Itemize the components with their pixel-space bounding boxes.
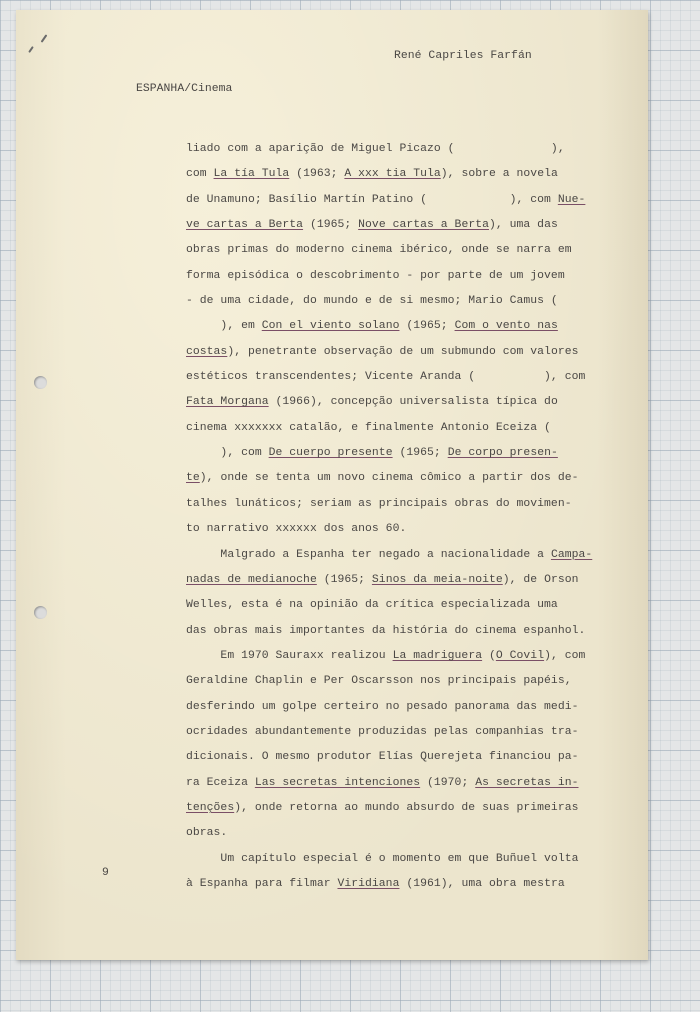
- text-line: [186, 238, 606, 263]
- text-segment: ), com: [544, 649, 586, 662]
- body-text: [186, 137, 606, 897]
- underlined-title: La madriguera: [392, 649, 483, 662]
- text-segment: Welles, esta é na opinião da crítica especializada uma: [186, 599, 558, 612]
- text-line: [186, 137, 606, 162]
- text-line: [186, 619, 606, 644]
- text-segment: à Espanha para filmar: [186, 877, 338, 890]
- text-segment: (1966), concepção universalista típica do: [268, 396, 558, 409]
- text-segment: (1970;: [420, 776, 476, 789]
- text-line: [186, 416, 606, 441]
- text-segment: Em 1970 Sauraxx realizou: [186, 649, 393, 662]
- text-line: [186, 264, 606, 289]
- text-segment: forma episódica o descobrimento - por parte de um jovem: [186, 269, 565, 282]
- section-heading: ESPANHA/Cinema: [136, 83, 233, 95]
- underlined-title: tenções: [186, 801, 235, 814]
- text-segment: Malgrado a Espanha ter negado a nacionalidade a: [186, 548, 551, 561]
- underlined-title: Las secretas intenciones: [254, 776, 421, 789]
- text-line: [186, 466, 606, 491]
- text-line: [186, 213, 606, 238]
- pencil-mark: [41, 34, 48, 43]
- text-segment: obras primas do moderno cinema ibérico, onde se narra em: [186, 244, 572, 257]
- text-segment: (1961), uma obra mestra: [399, 877, 565, 890]
- text-segment: ), com: [186, 447, 269, 460]
- text-segment: (: [482, 649, 496, 662]
- underlined-title: Campa-: [550, 548, 593, 561]
- text-line: [186, 289, 606, 314]
- text-line: [186, 441, 606, 466]
- author-name: René Capriles Farfán: [394, 50, 532, 62]
- text-segment: desferindo um golpe certeiro no pesado panorama das medi-: [186, 700, 579, 713]
- underlined-title: A xxx tia Tula: [344, 168, 441, 181]
- underlined-title: Con el viento solano: [261, 320, 400, 333]
- text-line: [186, 695, 606, 720]
- underlined-title: Sinos da meia-noite: [371, 573, 503, 586]
- underlined-title: Com o vento nas: [454, 320, 558, 333]
- text-line: [186, 872, 606, 897]
- text-segment: Um capítulo especial é o momento em que Buñuel volta: [186, 852, 579, 865]
- underlined-title: nadas de medianoche: [186, 573, 317, 586]
- text-line: [186, 390, 606, 415]
- text-segment: Geraldine Chaplin e Per Oscarsson nos principais papéis,: [186, 675, 572, 688]
- text-segment: dicionais. O mesmo produtor Elías Querejeta financiou pa-: [186, 751, 579, 764]
- typewritten-page: [16, 10, 648, 960]
- text-segment: ), onde retorna ao mundo absurdo de suas primeiras: [234, 801, 579, 814]
- text-segment: ), uma das: [488, 219, 558, 232]
- punch-hole: [34, 376, 47, 389]
- underlined-title: te: [186, 472, 200, 485]
- text-line: [186, 568, 606, 593]
- text-segment: (1965;: [392, 447, 448, 460]
- text-segment: (1963;: [289, 168, 345, 181]
- underlined-title: De cuerpo presente: [268, 447, 393, 460]
- text-line: [186, 340, 606, 365]
- underlined-title: Nue-: [557, 193, 586, 206]
- underlined-title: Nove cartas a Berta: [358, 219, 489, 232]
- text-line: [186, 669, 606, 694]
- text-line: [186, 517, 606, 542]
- text-segment: liado com a aparição de Miguel Picazo ( ),: [186, 143, 565, 155]
- text-segment: ra Eceiza: [186, 776, 255, 789]
- text-segment: estéticos transcendentes; Vicente Aranda ( ), com: [186, 371, 586, 384]
- underlined-title: De corpo presen-: [447, 447, 558, 460]
- text-segment: ), onde se tenta um novo cinema cômico a partir dos de-: [199, 472, 579, 485]
- underlined-title: costas: [186, 345, 228, 358]
- text-segment: obras.: [186, 827, 228, 840]
- underlined-title: La tía Tula: [213, 168, 290, 181]
- text-line: [186, 821, 606, 846]
- underlined-title: Fata Morgana: [186, 396, 269, 409]
- text-line: [186, 796, 606, 821]
- text-line: [186, 771, 606, 796]
- text-segment: ), penetrante observação de um submundo com valores: [227, 345, 579, 358]
- text-segment: ), de Orson: [502, 573, 579, 586]
- text-line: [186, 314, 606, 339]
- text-line: [186, 593, 606, 618]
- text-segment: ocridades abundantemente produzidas pelas companhias tra-: [186, 725, 579, 738]
- text-line: [186, 847, 606, 872]
- underlined-title: Viridiana: [337, 877, 400, 890]
- text-segment: (1965;: [303, 219, 359, 232]
- text-segment: cinema xxxxxxx catalão, e finalmente Antonio Eceiza (: [186, 421, 551, 434]
- punch-hole: [34, 606, 47, 619]
- text-line: [186, 492, 606, 517]
- text-line: [186, 162, 606, 187]
- text-segment: (1965;: [316, 573, 372, 586]
- text-line: [186, 543, 606, 568]
- text-line: [186, 644, 606, 669]
- pencil-mark: [28, 46, 34, 53]
- page-number: 9: [102, 867, 109, 879]
- text-line: [186, 365, 606, 390]
- text-line: [186, 745, 606, 770]
- text-line: [186, 720, 606, 745]
- text-line: [186, 188, 606, 213]
- text-segment: talhes lunáticos; seriam as principais obras do movimen-: [186, 497, 572, 510]
- text-segment: das obras mais importantes da história do cinema espanhol.: [186, 624, 586, 637]
- text-segment: - de uma cidade, do mundo e de si mesmo; Mario Camus (: [186, 295, 558, 308]
- underlined-title: As secretas in-: [475, 776, 579, 789]
- text-segment: to narrativo xxxxxx dos anos 60.: [186, 523, 407, 536]
- underlined-title: ve cartas a Berta: [186, 219, 304, 232]
- text-segment: ), sobre a novela: [440, 168, 558, 181]
- text-segment: ), em: [186, 320, 262, 333]
- underlined-title: O Covil: [495, 649, 545, 662]
- text-segment: de Unamuno; Basílio Martín Patino ( ), com: [186, 193, 558, 206]
- text-segment: (1965;: [399, 320, 455, 333]
- text-segment: com: [186, 168, 214, 181]
